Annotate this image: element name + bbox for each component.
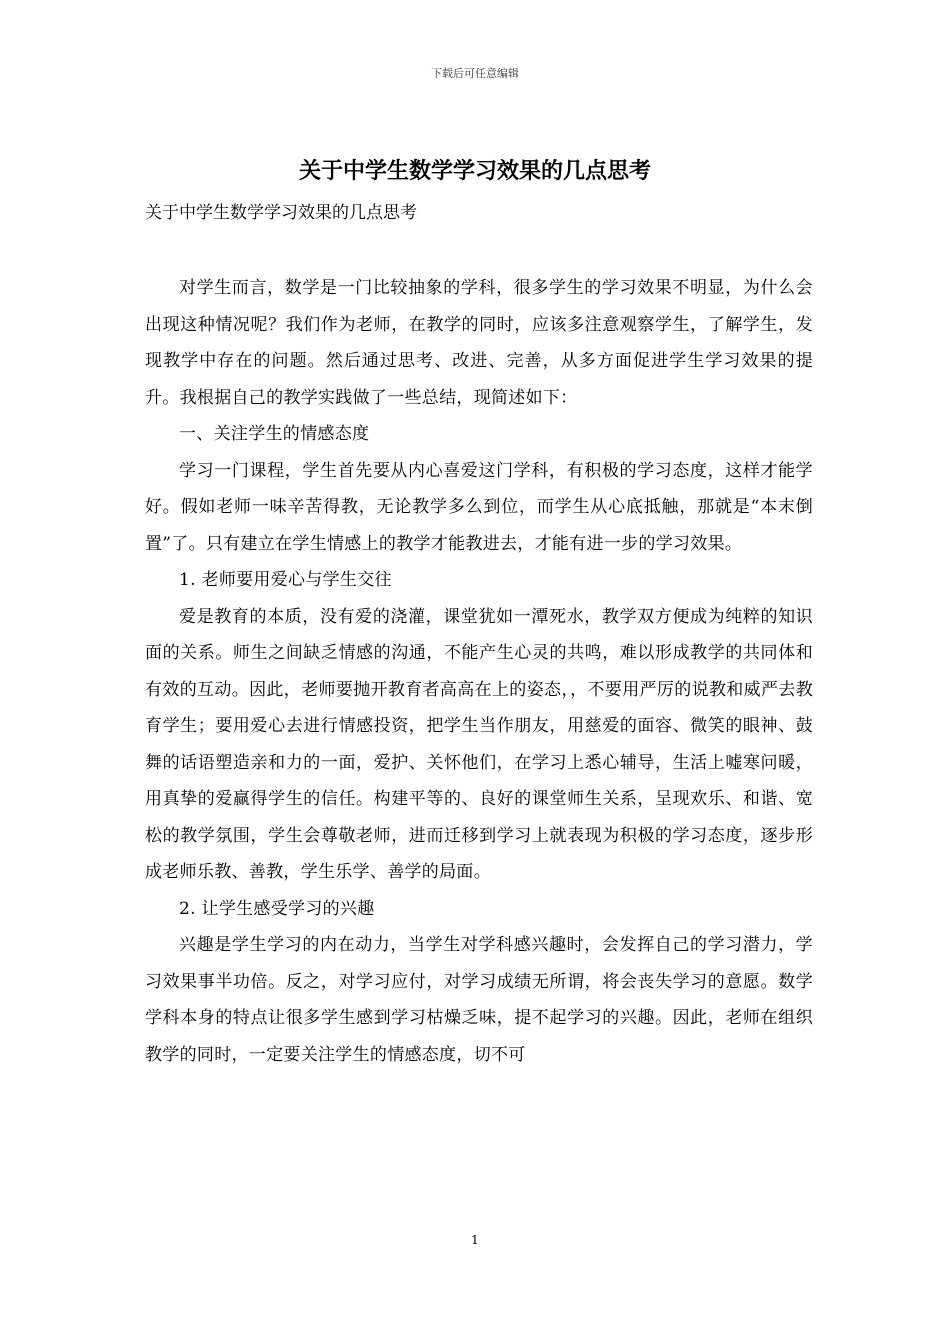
- page-number: 1: [471, 1233, 479, 1247]
- page-header-note: 下载后可任意编辑: [431, 67, 519, 80]
- body-paragraph: 兴趣是学生学习的内在动力，当学生对学科感兴趣时，会发挥自己的学习潜力，学习效果事半功倍。反之，对学习应付，对学习成绩无所谓，将会丧失学习的意愿。数学学科本身的特点让很多学生感到学习枯燥乏味，提不起学习的兴趣。因此，老师在组织教学的同时，一定要关注学生的情感态度，切不可: [145, 935, 813, 1065]
- body-paragraph: 爱是教育的本质，没有爱的浇灌，课堂犹如一潭死水，教学双方便成为纯粹的知识面的关系。师生之间缺乏情感的沟通，不能产生心灵的共鸣，难以形成教学的共同体和有效的互动。因此，老师要抛开教育者高高在上的姿态，，不要用严厉的说教和威严去教育学生；要用爱心去进行情感投资，把学生当作朋友，用慈爱的面容、微笑的眼神、鼓舞的话语塑造亲和力的一面，爱护、关怀他们，在学习上悉心辅导，生活上嘘寒问暖，用真挚的爱赢得学生的信任。构建平等的、良好的课堂师生关系，呈现欢乐、和谐、宽松的教学氛围，学生会尊敬老师，进而迁移到学习上就表现为积极的学习态度，逐步形成老师乐教、善教，学生乐学、善学的局面。: [145, 606, 813, 882]
- subsection-heading-2: 2. 让学生感受学习的兴趣: [179, 898, 375, 919]
- body-paragraph: 学习一门课程，学生首先要从内心喜爱这门学科，有积极的学习态度，这样才能学好。假如老师一味辛苦得教，无论教学多么到位，而学生从心底抵触，那就是“本末倒置”了。只有建立在学生情感上的教学才能教进去，才能有进一步的学习效果。: [145, 460, 813, 554]
- section-heading-1: 一、关注学生的情感态度: [179, 424, 370, 444]
- document-subtitle: 关于中学生数学学习效果的几点思考: [145, 203, 417, 223]
- document-body: [145, 270, 813, 1073]
- document-title: 关于中学生数学学习效果的几点思考: [298, 158, 651, 184]
- intro-paragraph: 对学生而言，数学是一门比较抽象的学科，很多学生的学习效果不明显，为什么会出现这种情况呢？我们作为老师，在教学的同时，应该多注意观察学生，了解学生，发现教学中存在的问题。然后通过思考、改进、完善，从多方面促进学生学习效果的提升。我根据自己的教学实践做了一些总结，现简述如下：: [145, 278, 813, 408]
- subsection-heading-1: 1. 老师要用爱心与学生交往: [179, 570, 392, 590]
